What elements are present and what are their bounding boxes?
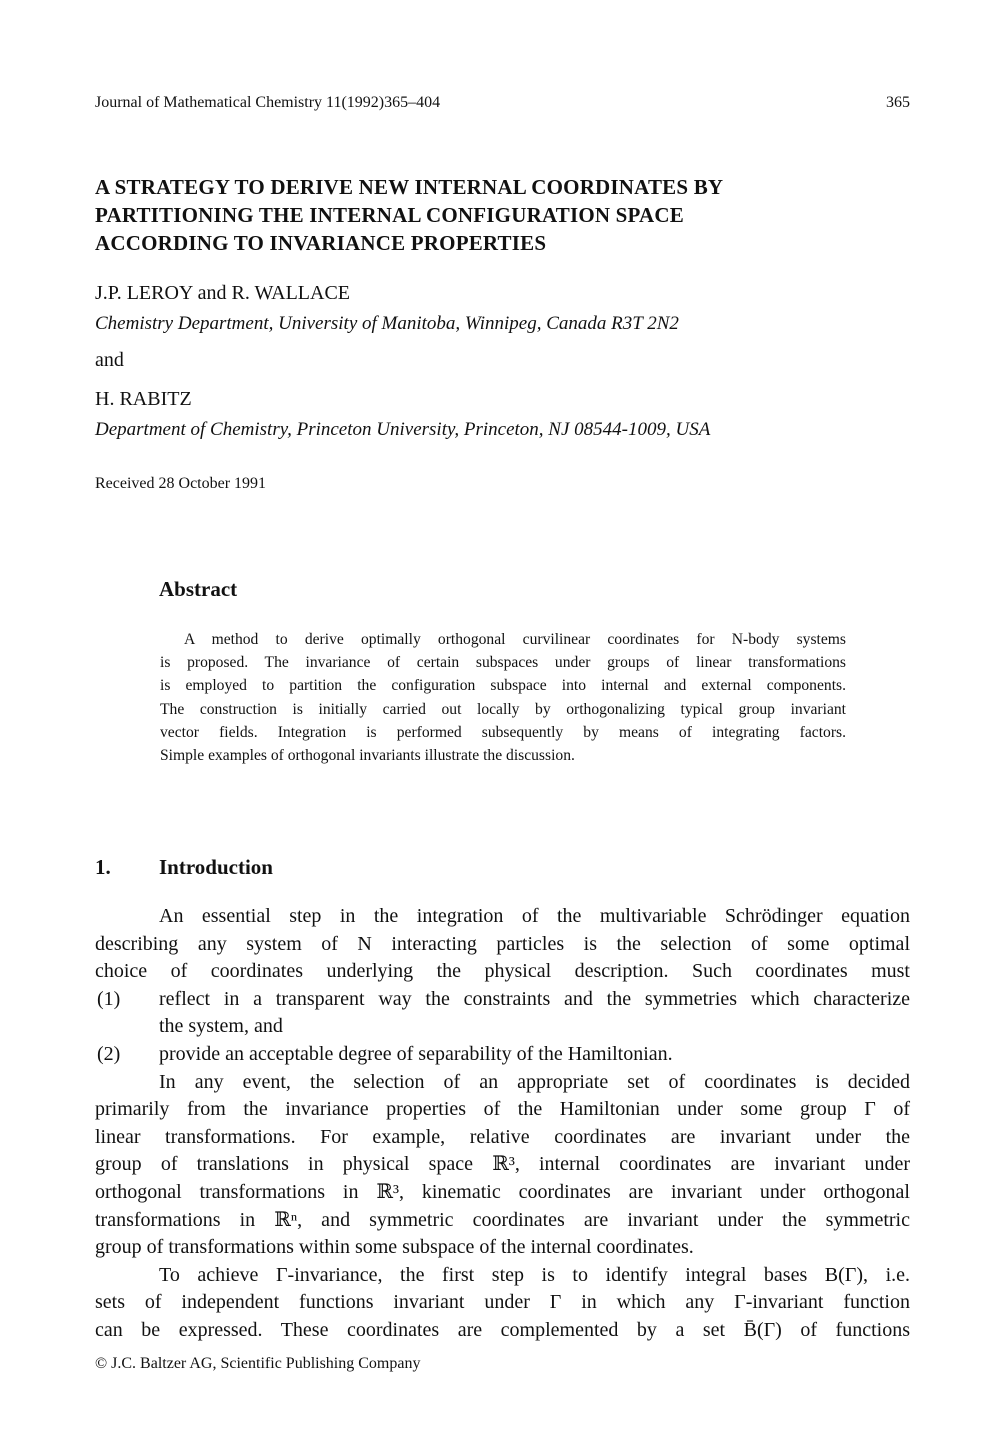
title-line: ACCORDING TO INVARIANCE PROPERTIES [95,231,547,255]
running-header [95,94,910,112]
body-line: group of translations in physical space ℝ³, internal coordinates are invariant under [95,1153,910,1176]
list-item [95,1041,910,1069]
affiliation-2: Department of Chemistry, Princeton University, Princeton, NJ 08544-1009, USA [95,419,711,440]
list-number: (2) [97,1042,121,1065]
body-line: In any event, the selection of an appropriate set of coordinates is decided [159,1070,910,1093]
body-line: group of transformations within some subspace of the internal coordinates. [95,1236,694,1259]
list-item [95,986,910,1014]
author-conjunction: and [95,349,124,371]
abstract-body [160,628,846,767]
paper-title [95,173,915,257]
body-line: can be expressed. These coordinates are complemented by a set B̄(Γ) of functions [95,1318,910,1341]
abstract-line: is employed to partition the configuration subspace into internal and external components. [160,677,846,695]
list-text: provide an acceptable degree of separability of the Hamiltonian. [159,1042,673,1065]
body-line: orthogonal transformations in ℝ³, kinematic coordinates are invariant under orthogonal [95,1180,910,1203]
body-line: primarily from the invariance properties of the Hamiltonian under some group Γ of [95,1098,910,1121]
list-text: reflect in a transparent way the constraints and the symmetries which characterize [159,987,910,1010]
author-group-1: J.P. LEROY and R. WALLACE [95,282,350,304]
author-group-2: H. RABITZ [95,388,192,410]
body-line: To achieve Γ-invariance, the first step is to identify integral bases B(Γ), i.e. [159,1263,910,1286]
body-line: transformations in ℝⁿ, and symmetric coordinates are invariant under the symmetric [95,1208,910,1231]
list-number: (1) [97,987,121,1010]
body-line: sets of independent functions invariant under Γ in which any Γ-invariant function [95,1291,910,1314]
body-line: linear transformations. For example, relative coordinates are invariant under the [95,1125,910,1148]
body-line: describing any system of N interacting particles is the selection of some optimal [95,932,910,955]
list-text-continued: the system, and [159,1015,283,1038]
affiliation-1: Chemistry Department, University of Manitoba, Winnipeg, Canada R3T 2N2 [95,313,679,334]
body-line: An essential step in the integration of the multivariable Schrödinger equation [159,905,910,927]
title-line: PARTITIONING THE INTERNAL CONFIGURATION SPACE [95,203,684,227]
abstract-line: The construction is initially carried out locally by orthogonalizing typical group invariant [160,700,846,718]
body-line: choice of coordinates underlying the physical description. Such coordinates must [95,960,910,983]
section-number: 1. [95,855,111,879]
abstract-heading: Abstract [159,577,238,601]
page-number: 365 [886,94,910,111]
title-line: A STRATEGY TO DERIVE NEW INTERNAL COORDINATES BY [95,175,724,199]
section-body [95,903,910,1345]
abstract-line: is proposed. The invariance of certain subspaces under groups of linear transformations [160,654,846,672]
copyright-footer: © J.C. Baltzer AG, Scientific Publishing Company [95,1355,421,1372]
journal-citation: Journal of Mathematical Chemistry 11(1992)365–404 [95,94,441,111]
abstract-line: Simple examples of orthogonal invariants illustrate the discussion. [160,747,575,765]
abstract-line: A method to derive optimally orthogonal curvilinear coordinates for N-body systems [184,631,846,648]
section-title: Introduction [159,855,273,879]
received-date: Received 28 October 1991 [95,475,267,492]
abstract-line: vector fields. Integration is performed subsequently by means of integrating factors. [160,723,846,741]
